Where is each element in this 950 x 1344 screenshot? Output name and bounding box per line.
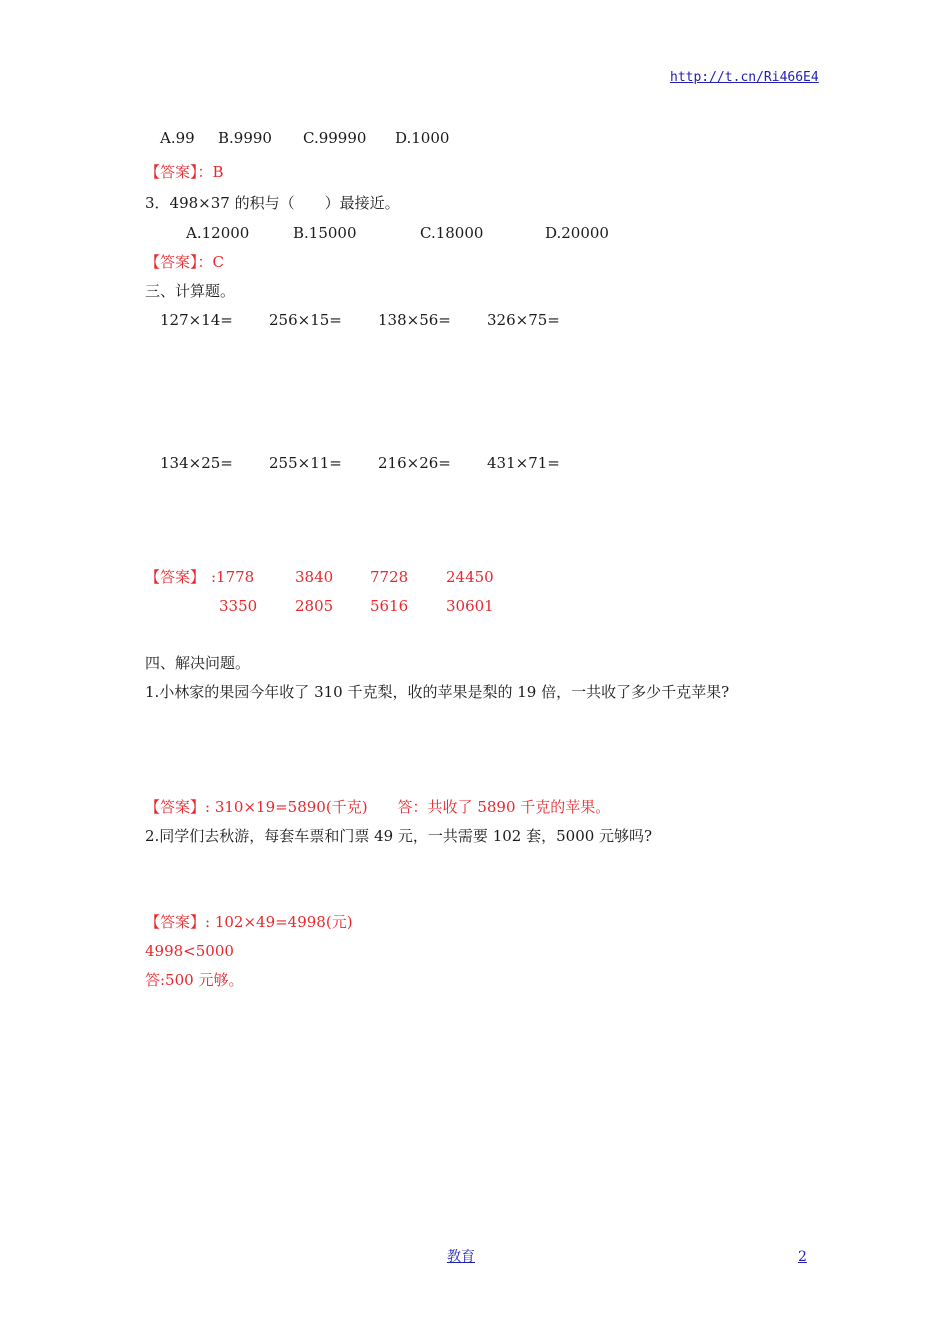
problem-2-answer-line1: 【答案】: 102×49=4998(元) <box>145 913 353 931</box>
section4-title: 四、解决问题。 <box>145 654 251 672</box>
q3-answer-value: ：C <box>197 253 224 271</box>
q2-answer <box>145 162 224 182</box>
problem-2-answer-line3: 答:500 元够。 <box>145 971 244 989</box>
calc-5: 134×25= <box>160 454 233 472</box>
q3-answer <box>145 252 224 272</box>
q2-answer-value: ：B <box>197 163 224 181</box>
calc-4: 326×75= <box>487 311 560 329</box>
calc-7: 216×26= <box>378 454 451 472</box>
problem-1: 1.小林家的果园今年收了 310 千克梨，收的苹果是梨的 19 倍，一共收了多少千克苹果? <box>145 683 730 701</box>
q3-answer-label: 【答案】 <box>145 253 198 271</box>
header-link[interactable]: http://t.cn/Ri466E4 <box>670 70 819 85</box>
section3-answer-1: :1778 <box>211 568 255 586</box>
section3-answer-3: 7728 <box>370 568 409 586</box>
section3-answer-4: 24450 <box>446 568 494 586</box>
calc-6: 255×11= <box>269 454 342 472</box>
problem-2-answer-line2: 4998<5000 <box>145 942 234 960</box>
problem-2: 2.同学们去秋游，每套车票和门票 49 元，一共需要 102 套，5000 元够吗? <box>145 827 653 845</box>
q2-option-c: C.99990 <box>303 129 367 147</box>
calc-2: 256×15= <box>269 311 342 329</box>
q3-option-c: C.18000 <box>420 224 484 242</box>
footer-link[interactable]: 教育 <box>447 1249 475 1265</box>
page-number: 2 <box>798 1249 807 1265</box>
q2-option-b: B.9990 <box>218 129 272 147</box>
calc-1: 127×14= <box>160 311 233 329</box>
q3-option-d: D.20000 <box>545 224 609 242</box>
q3-option-a: A.12000 <box>186 224 250 242</box>
calc-8: 431×71= <box>487 454 560 472</box>
section3-answer-5: 3350 <box>219 597 258 615</box>
section3-title: 三、计算题。 <box>145 282 236 300</box>
calc-3: 138×56= <box>378 311 451 329</box>
q2-option-a: A.99 <box>160 129 195 147</box>
section3-answer-8: 30601 <box>446 597 494 615</box>
section3-answer-7: 5616 <box>370 597 409 615</box>
section3-answer-2: 3840 <box>295 568 334 586</box>
q3-question: 3．498×37 的积与（ ）最接近。 <box>145 194 400 212</box>
q3-option-b: B.15000 <box>293 224 357 242</box>
section3-answer-label: 【答案】 <box>145 568 206 586</box>
q2-answer-label: 【答案】 <box>145 163 198 181</box>
problem-1-answer: 【答案】: 310×19=5890(千克) 答：共收了 5890 千克的苹果。 <box>145 798 611 816</box>
q2-option-d: D.1000 <box>395 129 450 147</box>
section3-answer-6: 2805 <box>295 597 334 615</box>
